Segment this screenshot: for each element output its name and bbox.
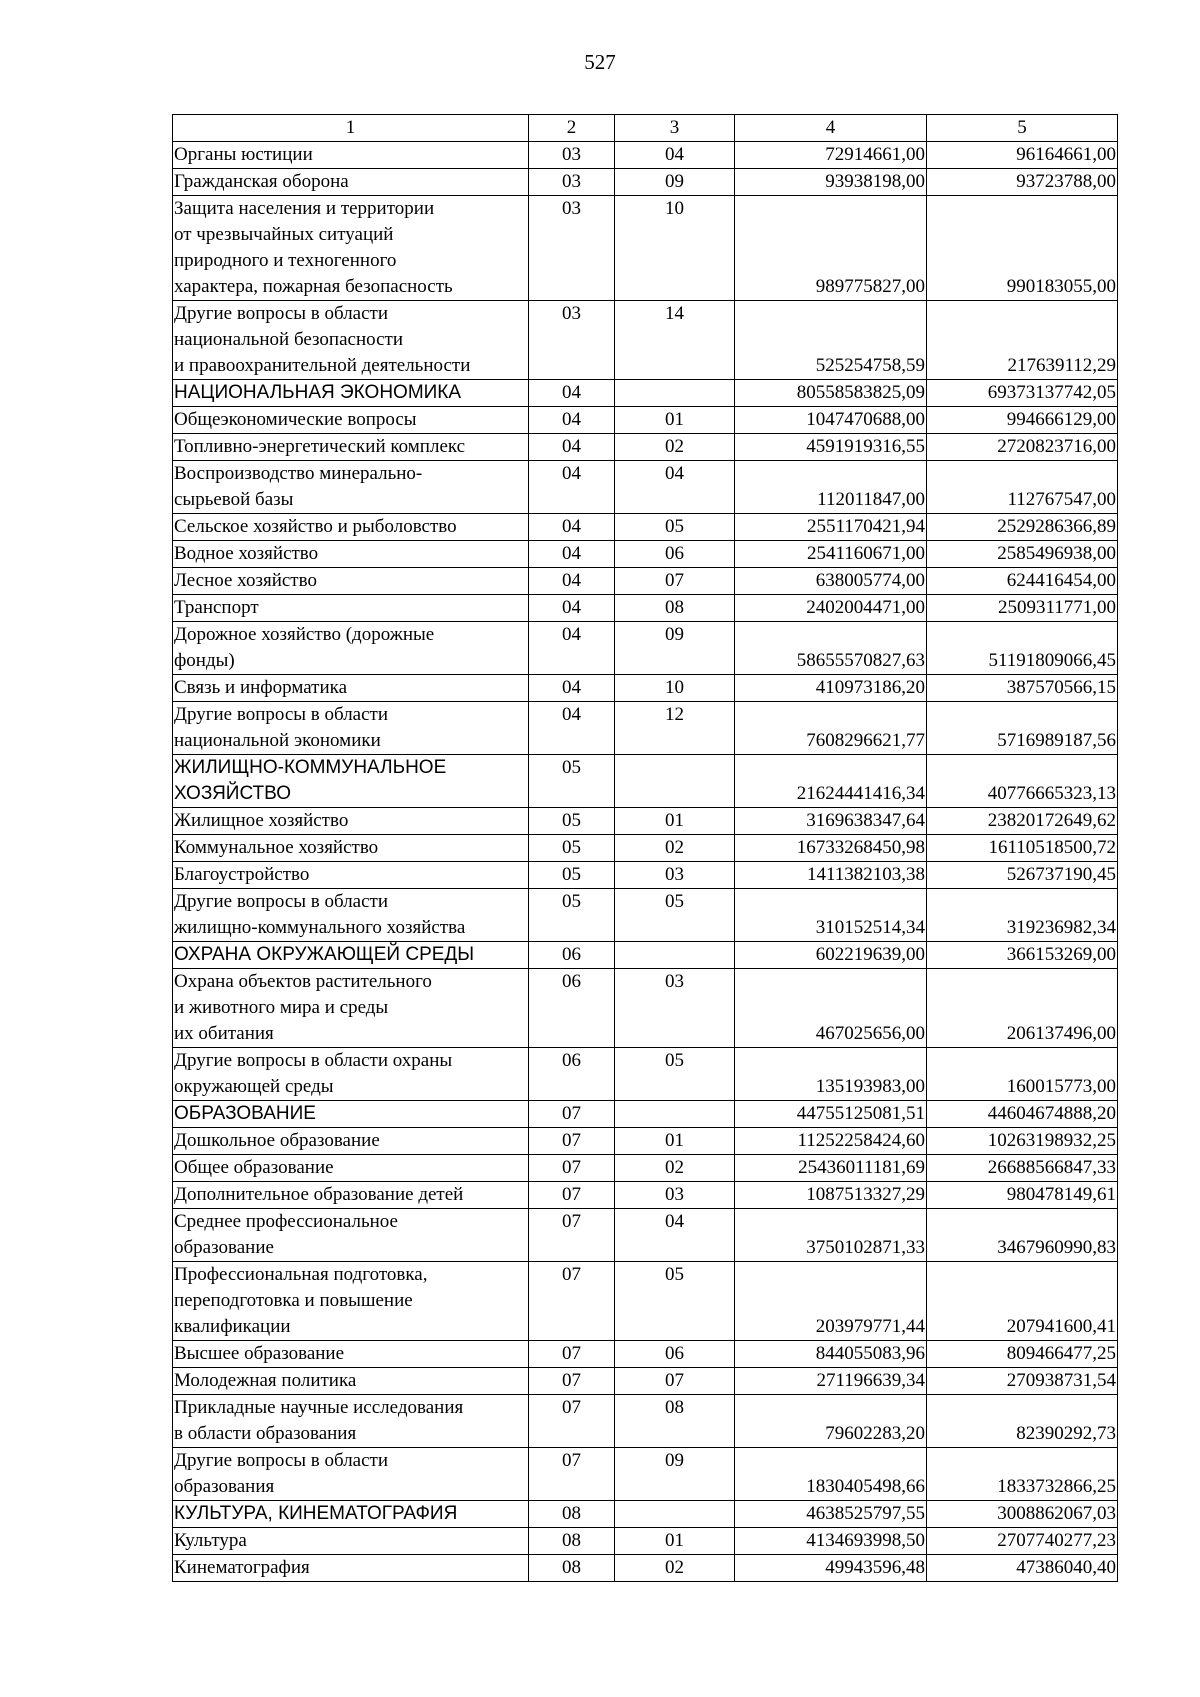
table-row — [173, 142, 1118, 169]
row-amount-2-cell: 206137496,00 — [927, 969, 1118, 1048]
row-amount-2-cell: 2707740277,23 — [927, 1528, 1118, 1555]
row-subsection-code-cell: 05 — [615, 1048, 735, 1101]
row-section-code-cell: 07 — [529, 1262, 615, 1341]
row-subsection-code-cell: 09 — [615, 169, 735, 196]
row-section-code-cell: 05 — [529, 808, 615, 835]
row-subsection-code-cell: 05 — [615, 514, 735, 541]
row-subsection-code-cell: 08 — [615, 1395, 735, 1448]
table-row — [173, 1155, 1118, 1182]
row-section-code-cell: 05 — [529, 862, 615, 889]
row-amount-2-cell: 809466477,25 — [927, 1341, 1118, 1368]
row-amount-2-cell: 40776665323,13 — [927, 755, 1118, 808]
row-subsection-code-cell: 05 — [615, 889, 735, 942]
row-subsection-code-cell: 02 — [615, 1555, 735, 1582]
row-amount-2-cell: 10263198932,25 — [927, 1128, 1118, 1155]
row-section-code-cell: 04 — [529, 380, 615, 407]
table-row — [173, 1182, 1118, 1209]
row-amount-1-cell: 271196639,34 — [735, 1368, 927, 1395]
row-amount-1-cell: 410973186,20 — [735, 675, 927, 702]
section-row — [173, 1101, 1118, 1128]
row-name-cell: Профессиональная подготовка, переподготовка и повышение квалификации — [173, 1262, 529, 1341]
row-section-code-cell: 04 — [529, 702, 615, 755]
row-name-cell: Молодежная политика — [173, 1368, 529, 1395]
row-section-code-cell: 04 — [529, 675, 615, 702]
row-section-code-cell: 04 — [529, 595, 615, 622]
row-name-cell: Транспорт — [173, 595, 529, 622]
row-subsection-code-cell: 09 — [615, 622, 735, 675]
row-amount-1-cell: 310152514,34 — [735, 889, 927, 942]
row-name-cell: Охрана объектов растительного и животного мира и среды их обитания — [173, 969, 529, 1048]
row-amount-2-cell: 270938731,54 — [927, 1368, 1118, 1395]
table-row — [173, 1395, 1118, 1448]
row-name-cell: Кинематография — [173, 1555, 529, 1582]
row-amount-1-cell: 112011847,00 — [735, 461, 927, 514]
row-amount-1-cell: 467025656,00 — [735, 969, 927, 1048]
row-amount-2-cell: 526737190,45 — [927, 862, 1118, 889]
table-row — [173, 407, 1118, 434]
row-name-cell: Жилищное хозяйство — [173, 808, 529, 835]
row-section-code-cell: 08 — [529, 1555, 615, 1582]
row-subsection-code-cell: 14 — [615, 301, 735, 380]
row-section-code-cell: 05 — [529, 889, 615, 942]
row-amount-2-cell: 2585496938,00 — [927, 541, 1118, 568]
row-section-code-cell: 08 — [529, 1501, 615, 1528]
row-subsection-code-cell: 06 — [615, 1341, 735, 1368]
row-name-cell: Защита населения и территории от чрезвычайных ситуаций природного и техногенного характера, пожарная безопасность — [173, 196, 529, 301]
row-subsection-code-cell — [615, 380, 735, 407]
row-subsection-code-cell: 04 — [615, 1209, 735, 1262]
row-section-code-cell: 04 — [529, 541, 615, 568]
row-subsection-code-cell: 05 — [615, 1262, 735, 1341]
row-subsection-code-cell: 01 — [615, 407, 735, 434]
row-name-cell: Коммунальное хозяйство — [173, 835, 529, 862]
table-row — [173, 301, 1118, 380]
row-amount-1-cell: 49943596,48 — [735, 1555, 927, 1582]
row-name-cell: Дополнительное образование детей — [173, 1182, 529, 1209]
column-header-3: 3 — [615, 115, 735, 142]
row-subsection-code-cell — [615, 942, 735, 969]
table-row — [173, 1528, 1118, 1555]
row-section-code-cell: 07 — [529, 1395, 615, 1448]
table-row — [173, 1128, 1118, 1155]
row-name-cell: КУЛЬТУРА, КИНЕМАТОГРАФИЯ — [173, 1501, 529, 1528]
row-amount-2-cell: 69373137742,05 — [927, 380, 1118, 407]
section-row — [173, 380, 1118, 407]
row-amount-1-cell: 135193983,00 — [735, 1048, 927, 1101]
row-amount-1-cell: 525254758,59 — [735, 301, 927, 380]
row-amount-2-cell: 23820172649,62 — [927, 808, 1118, 835]
row-amount-1-cell: 638005774,00 — [735, 568, 927, 595]
row-amount-1-cell: 11252258424,60 — [735, 1128, 927, 1155]
table-row — [173, 835, 1118, 862]
table-row — [173, 169, 1118, 196]
row-amount-2-cell: 990183055,00 — [927, 196, 1118, 301]
row-section-code-cell: 06 — [529, 942, 615, 969]
row-subsection-code-cell: 04 — [615, 461, 735, 514]
row-amount-1-cell: 16733268450,98 — [735, 835, 927, 862]
row-amount-1-cell: 203979771,44 — [735, 1262, 927, 1341]
table-row — [173, 434, 1118, 461]
table-row — [173, 541, 1118, 568]
row-name-cell: Высшее образование — [173, 1341, 529, 1368]
row-amount-2-cell: 96164661,00 — [927, 142, 1118, 169]
row-amount-2-cell: 980478149,61 — [927, 1182, 1118, 1209]
table-row — [173, 1555, 1118, 1582]
table-row — [173, 1262, 1118, 1341]
row-section-code-cell: 07 — [529, 1128, 615, 1155]
row-amount-2-cell: 160015773,00 — [927, 1048, 1118, 1101]
row-amount-2-cell: 2529286366,89 — [927, 514, 1118, 541]
row-name-cell: Гражданская оборона — [173, 169, 529, 196]
row-section-code-cell: 03 — [529, 142, 615, 169]
row-amount-1-cell: 25436011181,69 — [735, 1155, 927, 1182]
row-amount-1-cell: 4591919316,55 — [735, 434, 927, 461]
row-amount-1-cell: 4638525797,55 — [735, 1501, 927, 1528]
row-subsection-code-cell: 02 — [615, 434, 735, 461]
row-subsection-code-cell: 10 — [615, 675, 735, 702]
row-amount-1-cell: 1411382103,38 — [735, 862, 927, 889]
row-amount-2-cell: 93723788,00 — [927, 169, 1118, 196]
row-subsection-code-cell — [615, 755, 735, 808]
section-row — [173, 942, 1118, 969]
row-amount-2-cell: 26688566847,33 — [927, 1155, 1118, 1182]
row-amount-2-cell: 3008862067,03 — [927, 1501, 1118, 1528]
row-name-cell: Дошкольное образование — [173, 1128, 529, 1155]
row-name-cell: Дорожное хозяйство (дорожные фонды) — [173, 622, 529, 675]
table-row — [173, 969, 1118, 1048]
row-name-cell: Прикладные научные исследования в области образования — [173, 1395, 529, 1448]
row-amount-2-cell: 82390292,73 — [927, 1395, 1118, 1448]
row-subsection-code-cell: 01 — [615, 1528, 735, 1555]
table-row — [173, 568, 1118, 595]
row-amount-1-cell: 4134693998,50 — [735, 1528, 927, 1555]
row-subsection-code-cell: 09 — [615, 1448, 735, 1501]
row-section-code-cell: 04 — [529, 407, 615, 434]
row-section-code-cell: 06 — [529, 1048, 615, 1101]
table-row — [173, 1048, 1118, 1101]
row-subsection-code-cell: 02 — [615, 1155, 735, 1182]
table-row — [173, 1209, 1118, 1262]
row-section-code-cell: 07 — [529, 1101, 615, 1128]
column-header-1: 1 — [173, 115, 529, 142]
row-amount-2-cell: 366153269,00 — [927, 942, 1118, 969]
table-row — [173, 196, 1118, 301]
table-body — [173, 142, 1118, 1582]
row-amount-2-cell: 624416454,00 — [927, 568, 1118, 595]
row-section-code-cell: 07 — [529, 1209, 615, 1262]
row-amount-1-cell: 80558583825,09 — [735, 380, 927, 407]
row-section-code-cell: 03 — [529, 301, 615, 380]
row-name-cell: Воспроизводство минерально- сырьевой базы — [173, 461, 529, 514]
column-header-2: 2 — [529, 115, 615, 142]
row-name-cell: Топливно-энергетический комплекс — [173, 434, 529, 461]
row-subsection-code-cell: 03 — [615, 862, 735, 889]
row-section-code-cell: 08 — [529, 1528, 615, 1555]
row-section-code-cell: 07 — [529, 1448, 615, 1501]
table-row — [173, 1448, 1118, 1501]
table-row — [173, 595, 1118, 622]
budget-table — [172, 114, 1118, 1582]
row-amount-1-cell: 21624441416,34 — [735, 755, 927, 808]
row-name-cell: Сельское хозяйство и рыболовство — [173, 514, 529, 541]
row-amount-2-cell: 319236982,34 — [927, 889, 1118, 942]
row-section-code-cell: 05 — [529, 755, 615, 808]
row-name-cell: Другие вопросы в области национальной экономики — [173, 702, 529, 755]
table-row — [173, 808, 1118, 835]
row-amount-2-cell: 16110518500,72 — [927, 835, 1118, 862]
row-amount-2-cell: 47386040,40 — [927, 1555, 1118, 1582]
row-amount-2-cell: 994666129,00 — [927, 407, 1118, 434]
table-row — [173, 622, 1118, 675]
row-section-code-cell: 05 — [529, 835, 615, 862]
row-amount-1-cell: 2541160671,00 — [735, 541, 927, 568]
row-section-code-cell: 07 — [529, 1341, 615, 1368]
table-row — [173, 702, 1118, 755]
row-section-code-cell: 04 — [529, 568, 615, 595]
row-section-code-cell: 04 — [529, 434, 615, 461]
row-name-cell: Общее образование — [173, 1155, 529, 1182]
page-number: 527 — [584, 50, 616, 74]
row-name-cell: Среднее профессиональное образование — [173, 1209, 529, 1262]
column-header-4: 4 — [735, 115, 927, 142]
row-name-cell: НАЦИОНАЛЬНАЯ ЭКОНОМИКА — [173, 380, 529, 407]
row-amount-1-cell: 602219639,00 — [735, 942, 927, 969]
row-section-code-cell: 07 — [529, 1368, 615, 1395]
table-row — [173, 1341, 1118, 1368]
row-amount-2-cell: 217639112,29 — [927, 301, 1118, 380]
row-subsection-code-cell: 01 — [615, 808, 735, 835]
row-section-code-cell: 04 — [529, 622, 615, 675]
row-subsection-code-cell — [615, 1501, 735, 1528]
row-amount-2-cell: 2509311771,00 — [927, 595, 1118, 622]
row-amount-1-cell: 7608296621,77 — [735, 702, 927, 755]
table-row — [173, 862, 1118, 889]
row-subsection-code-cell: 07 — [615, 1368, 735, 1395]
row-name-cell: ОБРАЗОВАНИЕ — [173, 1101, 529, 1128]
column-header-5: 5 — [927, 115, 1118, 142]
table-row — [173, 1368, 1118, 1395]
row-amount-1-cell: 1087513327,29 — [735, 1182, 927, 1209]
row-section-code-cell: 07 — [529, 1182, 615, 1209]
row-subsection-code-cell: 03 — [615, 969, 735, 1048]
row-name-cell: Другие вопросы в области жилищно-коммунального хозяйства — [173, 889, 529, 942]
row-section-code-cell: 04 — [529, 514, 615, 541]
section-row — [173, 1501, 1118, 1528]
row-amount-1-cell: 1047470688,00 — [735, 407, 927, 434]
row-name-cell: Водное хозяйство — [173, 541, 529, 568]
row-amount-1-cell: 58655570827,63 — [735, 622, 927, 675]
row-section-code-cell: 06 — [529, 969, 615, 1048]
table-row — [173, 514, 1118, 541]
row-subsection-code-cell: 12 — [615, 702, 735, 755]
row-amount-2-cell: 387570566,15 — [927, 675, 1118, 702]
table-row — [173, 461, 1118, 514]
row-name-cell: Благоустройство — [173, 862, 529, 889]
row-amount-2-cell: 2720823716,00 — [927, 434, 1118, 461]
row-amount-1-cell: 989775827,00 — [735, 196, 927, 301]
row-subsection-code-cell: 10 — [615, 196, 735, 301]
row-subsection-code-cell: 01 — [615, 1128, 735, 1155]
row-name-cell: Общеэкономические вопросы — [173, 407, 529, 434]
row-subsection-code-cell: 04 — [615, 142, 735, 169]
row-subsection-code-cell: 07 — [615, 568, 735, 595]
section-row — [173, 755, 1118, 808]
row-amount-2-cell: 112767547,00 — [927, 461, 1118, 514]
table-row — [173, 889, 1118, 942]
row-subsection-code-cell: 02 — [615, 835, 735, 862]
row-amount-1-cell: 3169638347,64 — [735, 808, 927, 835]
table-header-row — [173, 115, 1118, 142]
row-amount-2-cell: 1833732866,25 — [927, 1448, 1118, 1501]
row-amount-1-cell: 3750102871,33 — [735, 1209, 927, 1262]
row-amount-1-cell: 93938198,00 — [735, 169, 927, 196]
row-section-code-cell: 03 — [529, 196, 615, 301]
row-amount-1-cell: 844055083,96 — [735, 1341, 927, 1368]
row-name-cell: Связь и информатика — [173, 675, 529, 702]
row-name-cell: Органы юстиции — [173, 142, 529, 169]
row-amount-2-cell: 51191809066,45 — [927, 622, 1118, 675]
row-amount-2-cell: 207941600,41 — [927, 1262, 1118, 1341]
row-amount-1-cell: 44755125081,51 — [735, 1101, 927, 1128]
row-subsection-code-cell: 03 — [615, 1182, 735, 1209]
row-name-cell: Культура — [173, 1528, 529, 1555]
row-amount-1-cell: 2551170421,94 — [735, 514, 927, 541]
row-amount-1-cell: 1830405498,66 — [735, 1448, 927, 1501]
row-name-cell: Лесное хозяйство — [173, 568, 529, 595]
row-name-cell: ОХРАНА ОКРУЖАЮЩЕЙ СРЕДЫ — [173, 942, 529, 969]
row-subsection-code-cell — [615, 1101, 735, 1128]
row-amount-2-cell: 5716989187,56 — [927, 702, 1118, 755]
row-section-code-cell: 03 — [529, 169, 615, 196]
row-name-cell: Другие вопросы в области образования — [173, 1448, 529, 1501]
row-amount-2-cell: 44604674888,20 — [927, 1101, 1118, 1128]
table-row — [173, 675, 1118, 702]
row-amount-2-cell: 3467960990,83 — [927, 1209, 1118, 1262]
row-section-code-cell: 04 — [529, 461, 615, 514]
row-name-cell: ЖИЛИЩНО-КОММУНАЛЬНОЕ ХОЗЯЙСТВО — [173, 755, 529, 808]
row-name-cell: Другие вопросы в области охраны окружающей среды — [173, 1048, 529, 1101]
row-name-cell: Другие вопросы в области национальной безопасности и правоохранительной деятельности — [173, 301, 529, 380]
row-subsection-code-cell: 08 — [615, 595, 735, 622]
row-subsection-code-cell: 06 — [615, 541, 735, 568]
row-section-code-cell: 07 — [529, 1155, 615, 1182]
row-amount-1-cell: 79602283,20 — [735, 1395, 927, 1448]
row-amount-1-cell: 2402004471,00 — [735, 595, 927, 622]
row-amount-1-cell: 72914661,00 — [735, 142, 927, 169]
